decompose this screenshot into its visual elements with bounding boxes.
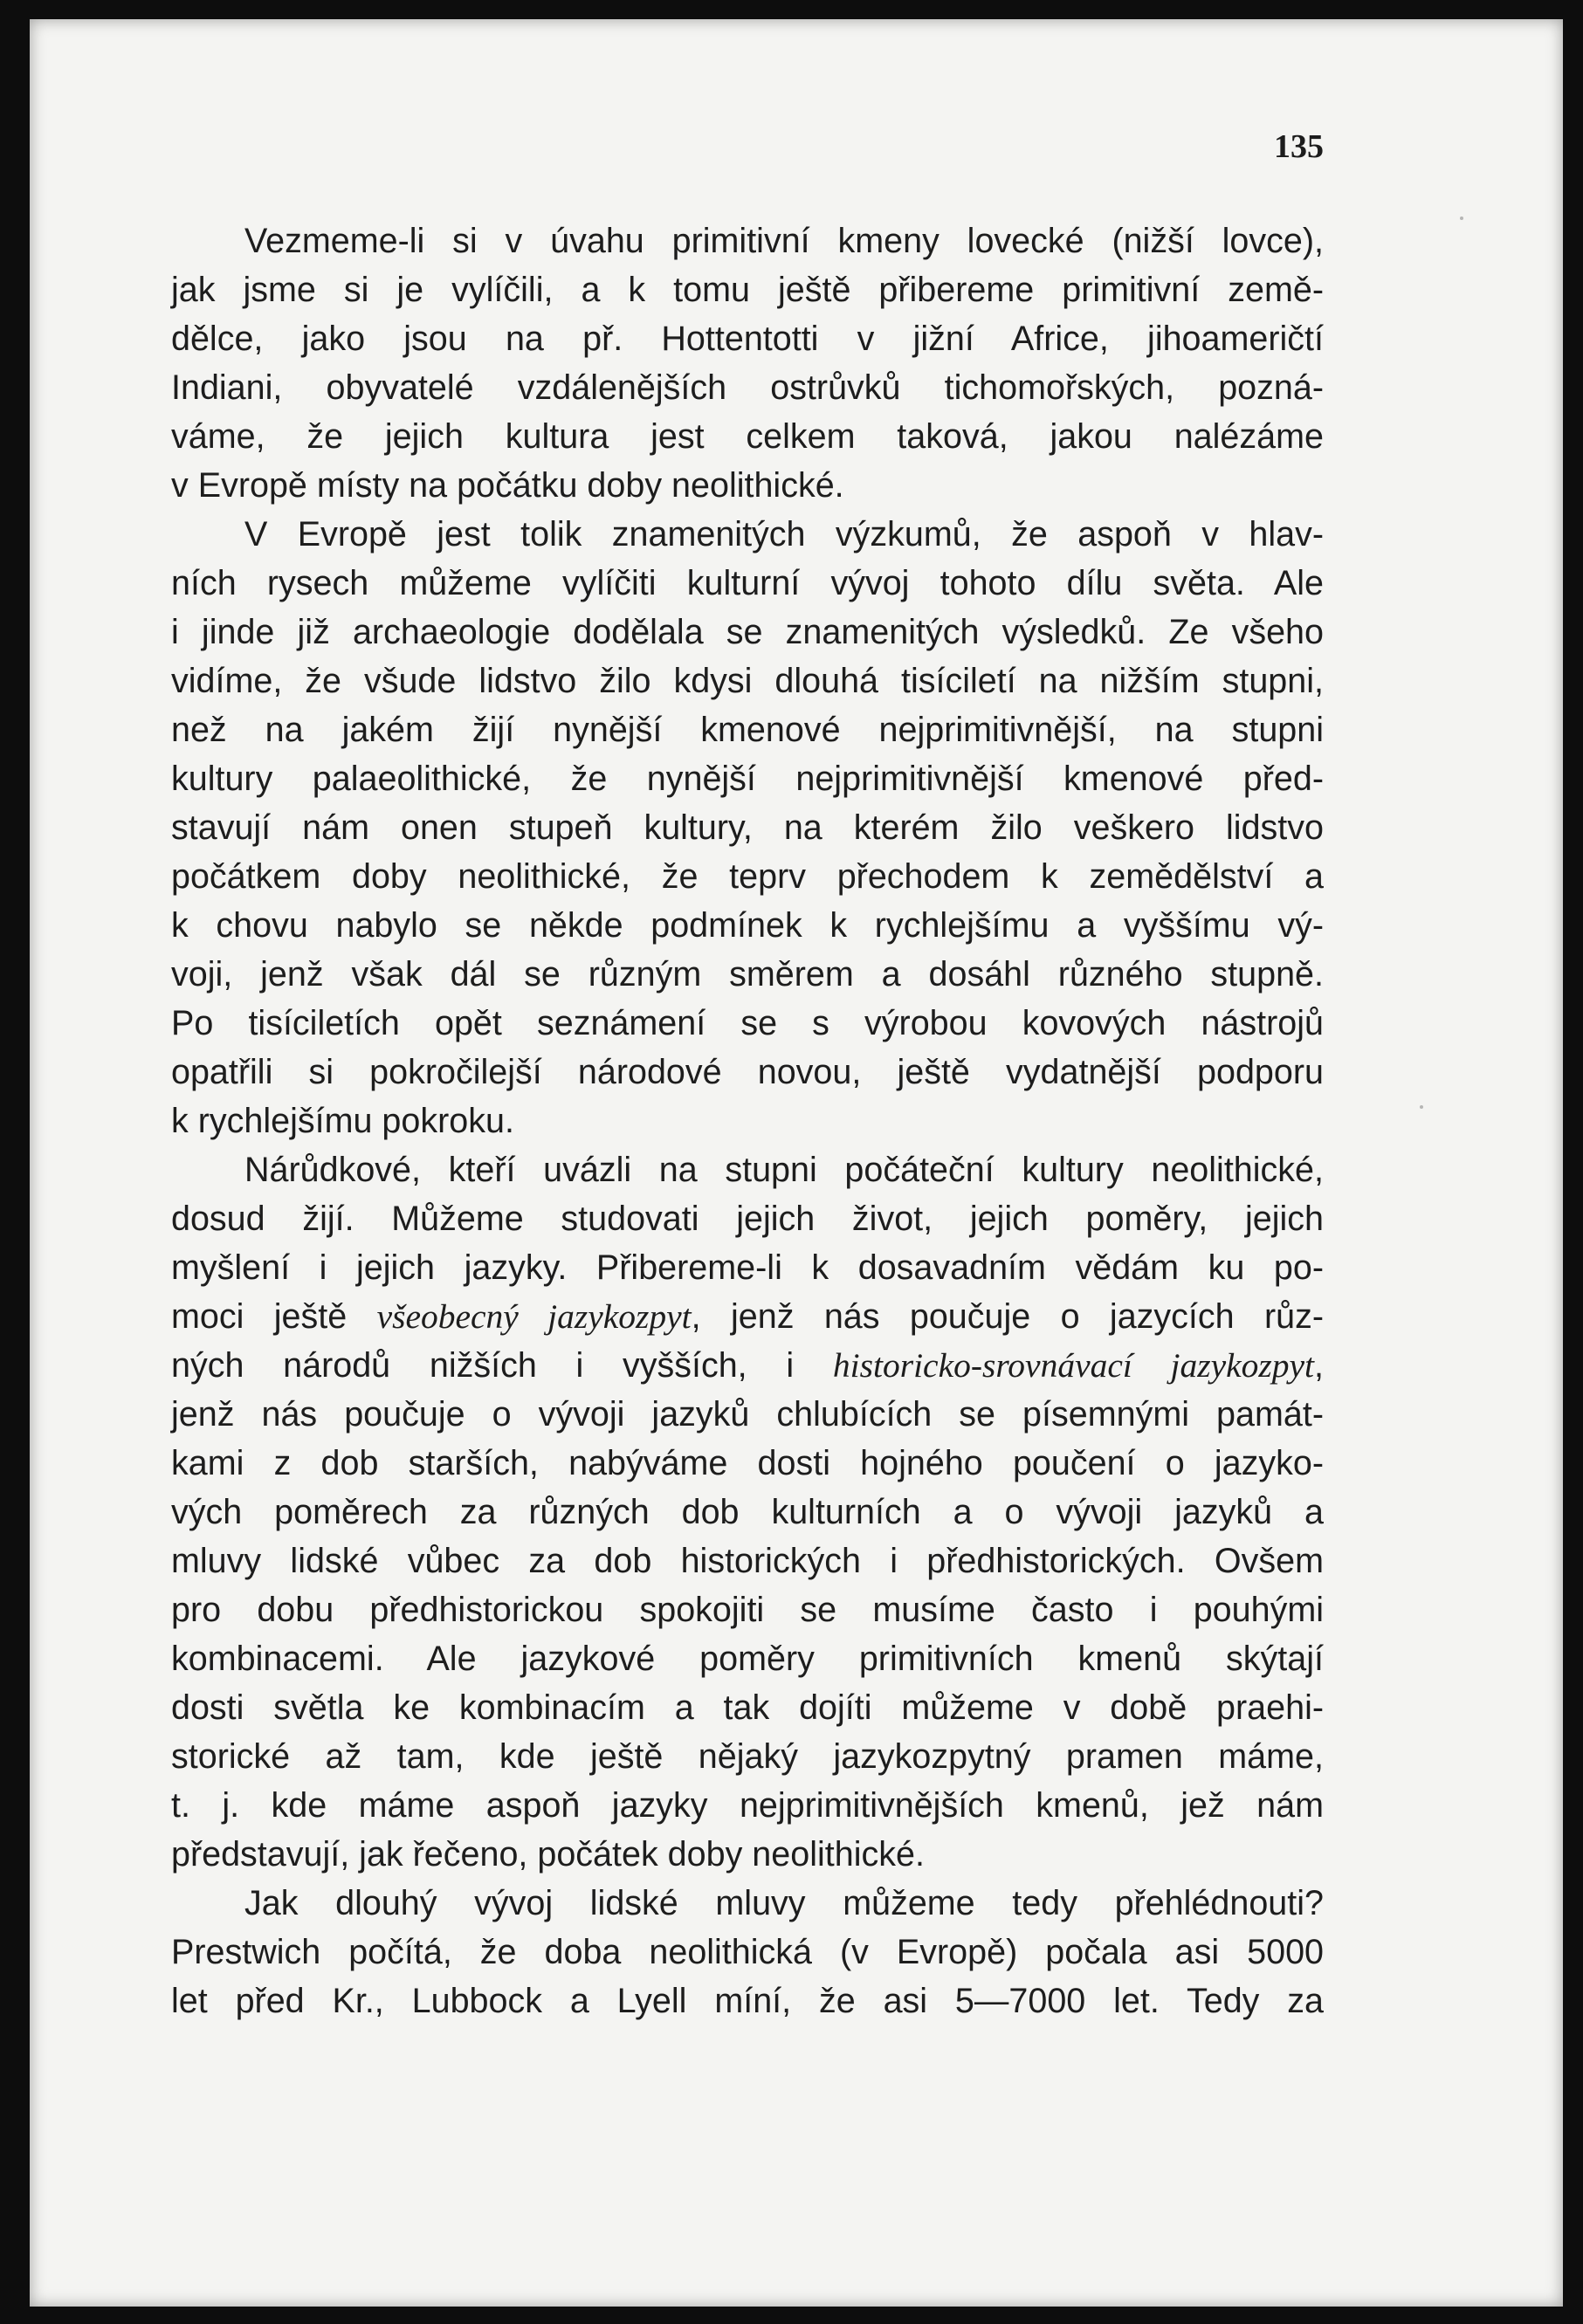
text-line: k rychlejšímu pokroku.: [171, 1102, 514, 1140]
text-line: Po tisíciletích opět seznámení se s výrobou kovových nástrojů: [171, 1004, 1324, 1042]
page-number: 135: [1274, 128, 1324, 165]
paragraph-4: [171, 1879, 1324, 2025]
text-line: vých poměrech za různých dob kulturních a o vývoji jazyků a: [171, 1493, 1324, 1531]
text-line: v Evropě místy na počátku doby neolithické.: [171, 466, 844, 505]
body-text: [171, 217, 1324, 2025]
paragraph-3: [171, 1145, 1324, 1879]
text-line: jak jsme si je vylíčili, a k tomu ještě přibereme primitivní země-: [171, 271, 1324, 309]
text-line: pro dobu předhistorickou spokojiti se musíme často i pouhými: [171, 1591, 1324, 1629]
text-line: vidíme, že všude lidstvo žilo kdysi dlouhá tisíciletí na nižším stupni,: [171, 662, 1324, 700]
text-line: k chovu nabylo se někde podmínek k rychlejšímu a vyššímu vý-: [171, 906, 1324, 945]
text-line: Prestwich počítá, že doba neolithická (v Evropě) počala asi 5000: [171, 1933, 1324, 1971]
scan-speck: [1460, 217, 1463, 220]
text-line: moci ještě všeobecný jazykozpyt, jenž nás poučuje o jazycích růz-: [171, 1297, 1324, 1336]
text-line: představují, jak řečeno, počátek doby neolithické.: [171, 1835, 925, 1874]
text-line: V Evropě jest tolik znamenitých výzkumů, že aspoň v hlav-: [244, 515, 1324, 553]
text-line: Nárůdkové, kteří uvázli na stupni počáteční kultury neolithické,: [244, 1151, 1324, 1189]
text-line: mluvy lidské vůbec za dob historických i předhistorických. Ovšem: [171, 1542, 1324, 1580]
italic-term: všeobecný jazykozpyt: [376, 1297, 692, 1336]
text-line: jenž nás poučuje o vývoji jazyků chlubících se písemnými památ-: [171, 1395, 1324, 1434]
text-line: stavují nám onen stupeň kultury, na kterém žilo veškero lidstvo: [171, 808, 1324, 847]
text-line: let před Kr., Lubbock a Lyell míní, že asi 5—7000 let. Tedy za: [171, 1982, 1324, 2020]
text-line: Vezmeme-li si v úvahu primitivní kmeny lovecké (nižší lovce),: [244, 222, 1324, 260]
text-line: ních rysech můžeme vylíčiti kulturní vývoj tohoto dílu světa. Ale: [171, 564, 1324, 602]
text-line: voji, jenž však dál se různým směrem a dosáhl různého stupně.: [171, 955, 1324, 994]
text-line: i jinde již archaeologie dodělala se znamenitých výsledků. Ze všeho: [171, 613, 1324, 651]
text-line: myšlení i jejich jazyky. Přibereme-li k dosavadním vědám ku po-: [171, 1248, 1324, 1287]
text-line: kultury palaeolithické, že nynější nejprimitivnější kmenové před-: [171, 760, 1324, 798]
text-line: ných národů nižších i vyšších, i historicko-srovnávací jazykozpyt,: [171, 1346, 1324, 1385]
text-line: Jak dlouhý vývoj lidské mluvy můžeme tedy přehlédnouti?: [244, 1884, 1324, 1922]
text-line: než na jakém žijí nynější kmenové nejprimitivnější, na stupni: [171, 711, 1324, 749]
text-line: dosti světla ke kombinacím a tak dojíti můžeme v době praehi-: [171, 1688, 1324, 1727]
text-line: kombinacemi. Ale jazykové poměry primitivních kmenů skýtají: [171, 1640, 1324, 1678]
text-line: kami z dob starších, nabýváme dosti hojného poučení o jazyko-: [171, 1444, 1324, 1482]
text-line: váme, že jejich kultura jest celkem taková, jakou nalézáme: [171, 417, 1324, 456]
text-line: t. j. kde máme aspoň jazyky nejprimitivnějších kmenů, jež nám: [171, 1786, 1324, 1825]
italic-term: historicko-srovnávací jazykozpyt: [832, 1346, 1315, 1385]
paragraph-1: [171, 217, 1324, 510]
text-line: počátkem doby neolithické, že teprv přechodem k zemědělství a: [171, 857, 1324, 896]
text-line: storické až tam, kde ještě nějaký jazykozpytný pramen máme,: [171, 1737, 1324, 1776]
text-line: Indiani, obyvatelé vzdálenějších ostrůvků tichomořských, pozná-: [171, 368, 1324, 407]
scan-speck: [1420, 1105, 1423, 1109]
paragraph-2: [171, 510, 1324, 1145]
text-line: dosud žijí. Můžeme studovati jejich život, jejich poměry, jejich: [171, 1200, 1324, 1238]
text-line: dělce, jako jsou na př. Hottentotti v jižní Africe, jihoameričtí: [171, 320, 1324, 358]
text-line: opatřili si pokročilejší národové novou, ještě vydatnější podporu: [171, 1053, 1324, 1091]
